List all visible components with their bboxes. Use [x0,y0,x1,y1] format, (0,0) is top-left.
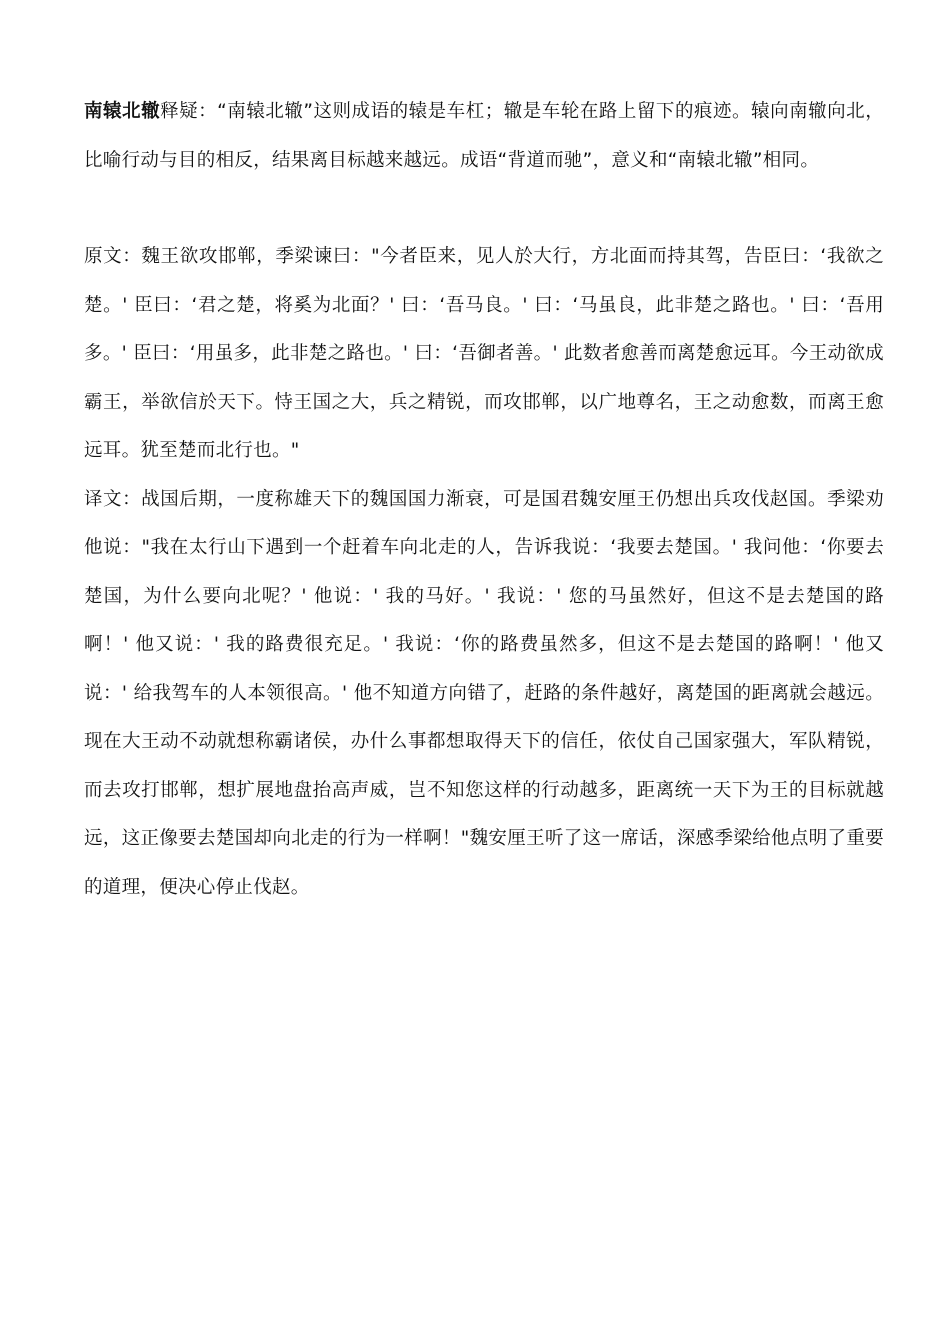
explanation-text: 释疑：“南辕北辙”这则成语的辕是车杠；辙是车轮在路上留下的痕迹。辕向南辙向北，比喻行动与目的相反，结果离目标越来越远。成语“背道而驰”，意义和“南辕北辙”相同。 [84,101,885,171]
document-body [84,88,884,912]
explanation-paragraph [84,88,884,185]
idiom-term: 南辕北辙 [84,101,161,122]
paragraph-gap [84,185,884,233]
original-text-paragraph: 原文：魏王欲攻邯郸，季梁谏曰："今者臣来，见人於大行，方北面而持其驾，告臣曰：‘我欲之楚。' 臣曰：‘君之楚，将奚为北面？' 曰：‘吾马良。' 曰：‘马虽良，此非楚之路也。' 曰：‘吾用多。' 臣曰：‘用虽多，此非楚之路也。' 曰：‘吾御者善。' 此数者愈善而离楚愈远耳。今王动欲成霸王，举欲信於天下。恃王国之大，兵之精锐，而攻邯郸，以广地尊名，王之动愈数，而离王愈远耳。犹至楚而北行也。" [84,246,884,461]
translation-paragraph: 译文：战国后期，一度称雄天下的魏国国力渐衰，可是国君魏安厘王仍想出兵攻伐赵国。季梁劝他说："我在太行山下遇到一个赶着车向北走的人，告诉我说：‘我要去楚国。' 我问他：‘你要去楚国，为什么要向北呢？' 他说：' 我的马好。' 我说：' 您的马虽然好，但这不是去楚国的路啊！' 他又说：' 我的路费很充足。' 我说：‘你的路费虽然多，但这不是去楚国的路啊！' 他又说：' 给我驾车的人本领很高。' 他不知道方向错了，赶路的条件越好，离楚国的距离就会越远。现在大王动不动就想称霸诸侯，办什么事都想取得天下的信任，依仗自己国家强大，军队精锐，而去攻打邯郸，想扩展地盘抬高声威，岂不知您这样的行动越多，距离统一天下为王的目标就越远，这正像要去楚国却向北走的行为一样啊！"魏安厘王听了这一席话，深感季梁给他点明了重要的道理，便决心停止伐赵。 [84,488,884,898]
